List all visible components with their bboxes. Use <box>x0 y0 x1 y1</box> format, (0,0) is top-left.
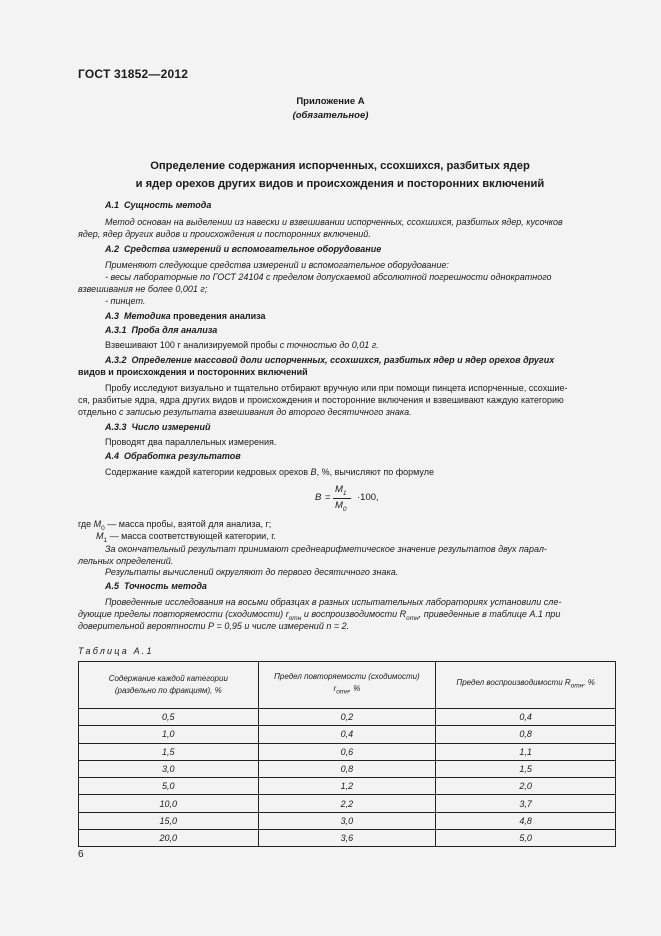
table-cell: 1,5 <box>436 760 616 777</box>
table-cell: 2,2 <box>258 795 436 812</box>
annex-label: Приложение А <box>296 96 365 107</box>
table-row <box>79 743 616 760</box>
table-cell: 0,2 <box>258 709 436 726</box>
heading-a32-line1: А.3.2 Определение массовой доли испорченных, ссохшихся, разбитых ядер и ядер орехов других <box>105 355 555 365</box>
table-cell: 1,0 <box>79 726 259 743</box>
fraction-bar <box>333 498 351 499</box>
table-cell: 0,4 <box>436 709 616 726</box>
page-number: 6 <box>78 849 84 860</box>
table-row <box>79 709 616 726</box>
table-cell: 0,6 <box>258 743 436 760</box>
paragraph-result-line3: Результаты вычислений округляют до первого десятичного знака. <box>105 567 399 577</box>
heading-a31: А.3.1 Проба для анализа <box>105 325 218 335</box>
paragraph-a32-line1: Пробу исследуют визуально и тщательно отбирают вручную или при помощи пинцета испорченные, ссохшие- <box>105 383 568 393</box>
table-header-repeatability: Предел повторяемости (сходимости) $r_{отн}$, % <box>258 662 436 709</box>
table-row <box>79 726 616 743</box>
where-line-1: где $M_0$ — масса пробы, взятой для анализа, г; <box>78 519 272 532</box>
paragraph-a2-line2: - весы лабораторные по ГОСТ 24104 с пределом допускаемой абсолютной погрешности однократного <box>105 272 552 282</box>
heading-a2: А.2 Средства измерений и вспомогательное оборудование <box>105 244 382 254</box>
table-body <box>79 709 616 847</box>
table-row <box>79 830 616 847</box>
paragraph-a2-line3: взвешивания не более 0,001 г; <box>78 284 208 294</box>
paragraph-a5-line2: дующие пределы повторяемости (сходимости) $r_{отн}$ и воспроизводимости $R_{отн}$, приведенные в таблице А.1 при <box>78 609 561 622</box>
table-cell: 1,5 <box>79 743 259 760</box>
paragraph-a31: Взвешивают 100 г анализируемой пробы с точностью до 0,01 г. <box>105 340 379 350</box>
title-line-1: Определение содержания испорченных, ссохшихся, разбитых ядер <box>150 160 530 172</box>
table-header-reproducibility: Предел воспроизводимости $R_{отн}$, % <box>436 662 616 709</box>
paragraph-a1-line1: Метод основан на выделении из навески и взвешивании испорченных, ссохшихся, разбитых ядер, кусочков <box>105 217 563 227</box>
table-row <box>79 778 616 795</box>
paragraph-a1-line2: ядер, ядер других видов и происхождения и посторонних включений. <box>78 229 371 239</box>
formula-denominator: $M_0$ <box>335 500 347 513</box>
table-row <box>79 795 616 812</box>
heading-a1: А.1 Сущность метода <box>105 200 212 210</box>
table-cell: 10,0 <box>79 795 259 812</box>
paragraph-a2-line4: - пинцет. <box>105 296 146 306</box>
table-cell: 3,0 <box>258 812 436 829</box>
document-header: ГОСТ 31852—2012 <box>78 67 189 81</box>
precision-table <box>78 661 616 847</box>
heading-a5: А.5 Точность метода <box>105 581 207 591</box>
table-row <box>79 812 616 829</box>
heading-a3: А.3 Методика проведения анализа <box>105 311 266 321</box>
table-cell: 15,0 <box>79 812 259 829</box>
paragraph-a2-line1: Применяют следующие средства измерений и вспомогательное оборудование: <box>105 260 449 270</box>
table-header-row <box>79 662 616 709</box>
paragraph-a4: Содержание каждой категории кедровых орехов В, %, вычисляют по формуле <box>105 467 434 477</box>
table-cell: 4,8 <box>436 812 616 829</box>
table-cell: 0,5 <box>79 709 259 726</box>
heading-a4: А.4 Обработка результатов <box>105 451 241 461</box>
table-cell: 2,0 <box>436 778 616 795</box>
paragraph-a5-line1: Проведенные исследования на восьми образцах в разных испытательных лабораториях установили сле- <box>105 597 562 607</box>
paragraph-a32-line2: ся, разбитые ядра, ядра других видов и происхождения и посторонние включения и взвешивают каждую категорию <box>78 395 564 405</box>
formula-numerator: $M_1$ <box>335 484 347 497</box>
table-cell: 1,2 <box>258 778 436 795</box>
table-caption: Таблица А.1 <box>78 646 154 656</box>
title-line-2: и ядер орехов других видов и происхождения и посторонних включений <box>135 178 545 190</box>
section-title <box>60 157 620 193</box>
table-header-content: Содержание каждой категории (раздельно по фракциям), % <box>79 662 259 709</box>
table-cell: 0,8 <box>436 726 616 743</box>
heading-a32-line2: видов и происхождения и посторонних включений <box>78 367 308 377</box>
formula-multiplier: ·100, <box>357 492 379 503</box>
table-cell: 3,0 <box>79 760 259 777</box>
table-cell: 0,4 <box>258 726 436 743</box>
table-cell: 5,0 <box>79 778 259 795</box>
annex-status: (обязательное) <box>292 110 369 121</box>
table-cell: 0,8 <box>258 760 436 777</box>
where-line-2: $M_1$ — масса соответствующей категории, г. <box>96 531 276 544</box>
heading-a33: А.3.3 Число измерений <box>105 422 211 432</box>
table-row <box>79 760 616 777</box>
table-cell: 1,1 <box>436 743 616 760</box>
paragraph-a32-line3: отдельно с записью результата взвешивания до второго десятичного знака. <box>78 407 412 417</box>
formula-equals: = <box>325 492 331 503</box>
paragraph-a33: Проводят два параллельных измерения. <box>105 437 277 447</box>
paragraph-a5-line3: доверительной вероятности Р = 0,95 и числе измерений n = 2. <box>78 621 350 631</box>
table-cell: 5,0 <box>436 830 616 847</box>
paragraph-result-line2: лельных определений. <box>78 556 174 566</box>
formula-lhs: B <box>315 492 322 503</box>
table-cell: 3,7 <box>436 795 616 812</box>
table-cell: 3,6 <box>258 830 436 847</box>
table-cell: 20,0 <box>79 830 259 847</box>
paragraph-result-line1: За окончательный результат принимают среднеарифметическое значение результатов двух парал- <box>105 544 547 554</box>
